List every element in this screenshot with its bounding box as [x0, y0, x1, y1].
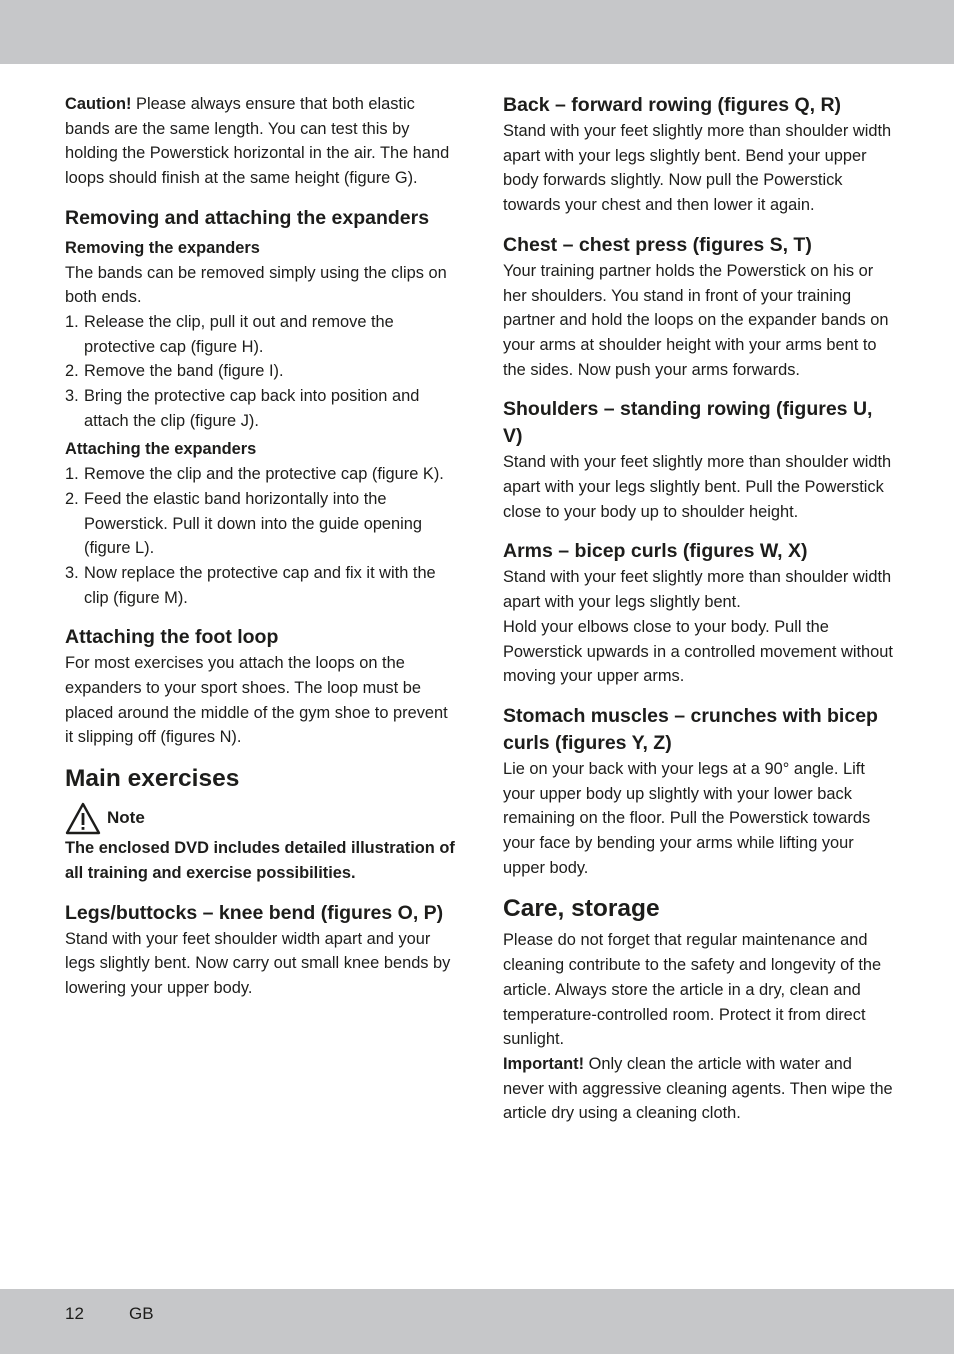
note-label: Note: [107, 807, 145, 827]
legs-text: Stand with your feet shoulder width apart and your legs slightly bent. Now carry out small knee bends by lowering your upper body.: [65, 929, 451, 997]
stomach-heading: Stomach muscles – crunches with bicep curls (figures Y, Z): [503, 704, 878, 754]
arms-text-2: Hold your elbows close to your body. Pull the Powerstick upwards in a controlled movement without moving your upper arms.: [503, 617, 893, 686]
step-text: Remove the clip and the protective cap (figure K).: [84, 465, 444, 484]
list-item: [65, 384, 455, 433]
step-text: Remove the band (figure I).: [84, 362, 284, 381]
important-text: Only clean the article with water and never with aggressive cleaning agents. Then wipe the article dry using a cleaning cloth.: [503, 1054, 893, 1123]
caution-paragraph: [65, 92, 455, 191]
language-code: GB: [129, 1304, 154, 1323]
back-heading: Back – forward rowing (figures Q, R): [503, 94, 842, 116]
step-text: Now replace the protective cap and fix it with the clip (figure M).: [84, 563, 436, 607]
warning-icon: [65, 802, 101, 835]
step-number: 3.: [65, 387, 79, 406]
legs-heading: Legs/buttocks – knee bend (figures O, P): [65, 901, 444, 924]
step-number: 2.: [65, 489, 79, 508]
shoulders-text: Stand with your feet slightly more than shoulder width apart with your legs slightly bent. Pull the Powerstick close to your body up to shoulder height.: [503, 453, 892, 521]
step-text: Feed the elastic band horizontally into the Powerstick. Pull it down into the guide opening (figure L).: [84, 489, 423, 558]
attaching-heading: Attaching the expanders: [65, 440, 257, 459]
step-number: 2.: [65, 362, 79, 381]
step-number: 1.: [65, 312, 79, 331]
header-band: [0, 0, 954, 64]
main-exercises-heading: Main exercises: [65, 765, 240, 793]
important-paragraph: [503, 1052, 893, 1126]
right-column: [503, 92, 893, 1126]
step-number: 3.: [65, 563, 79, 582]
shoulders-heading: Shoulders – standing rowing (figures U, V): [503, 398, 873, 448]
step-number: 1.: [65, 465, 79, 484]
list-item: [65, 310, 455, 359]
arms-heading: Arms – bicep curls (figures W, X): [503, 540, 808, 563]
left-column: [65, 92, 455, 1001]
removing-attaching-heading: Removing and attaching the expanders: [65, 206, 430, 229]
footer: [65, 1303, 154, 1325]
attaching-steps: [65, 462, 455, 610]
note-row: [65, 800, 455, 836]
step-text: Release the clip, pull it out and remove the protective cap (figure H).: [84, 312, 394, 356]
foot-loop-heading: Attaching the foot loop: [65, 626, 279, 649]
list-item: [65, 487, 455, 561]
stomach-text: Lie on your back with your legs at a 90° angle. Lift your upper body up slightly with your lower back remaining on the floor. Pull the Powerstick towards your face by bending your arms while lifting your upper body.: [503, 759, 871, 877]
list-item: [65, 561, 455, 610]
foot-loop-text: For most exercises you attach the loops on the expanders to your sport shoes. The loop must be placed around the middle of the gym shoe to prevent it slipping off (figures N).: [65, 654, 448, 747]
caution-label: Caution!: [65, 95, 132, 113]
care-text: Please do not forget that regular maintenance and cleaning contribute to the safety and longevity of the article. Always store the article in a dry, clean and temperature-controlled room. Protect it from direct sunlight.: [503, 931, 882, 1049]
list-item: [65, 359, 455, 384]
chest-text: Your training partner holds the Powerstick on his or her shoulders. You stand in front of your training partner and hold the loops on the expander bands on your arms at shoulder height with your arms bent to the sides. Now push your arms forwards.: [503, 261, 889, 379]
caution-text: Please always ensure that both elastic bands are the same length. You can test this by holding the Powerstick horizontal in the air. The hand loops should finish at the same height (figure G).: [65, 95, 450, 188]
page-number: 12: [65, 1304, 84, 1323]
care-heading: Care, storage: [503, 895, 660, 923]
arms-text-1: Stand with your feet slightly more than shoulder width apart with your legs slightly bent.: [503, 568, 892, 612]
removing-steps: [65, 310, 455, 434]
back-text: Stand with your feet slightly more than shoulder width apart with your legs slightly bent. Bend your upper body forwards slightly. Now pull the Powerstick towards your chest and then lower it again.: [503, 122, 892, 215]
removing-heading: Removing the expanders: [65, 238, 260, 257]
list-item: [65, 462, 455, 487]
step-text: Bring the protective cap back into position and attach the clip (figure J).: [84, 387, 420, 430]
removing-intro: The bands can be removed simply using the clips on both ends.: [65, 263, 447, 307]
chest-heading: Chest – chest press (figures S, T): [503, 233, 812, 256]
important-label: Important!: [503, 1054, 585, 1073]
note-text: The enclosed DVD includes detailed illustration of all training and exercise possibilities.: [65, 839, 455, 882]
